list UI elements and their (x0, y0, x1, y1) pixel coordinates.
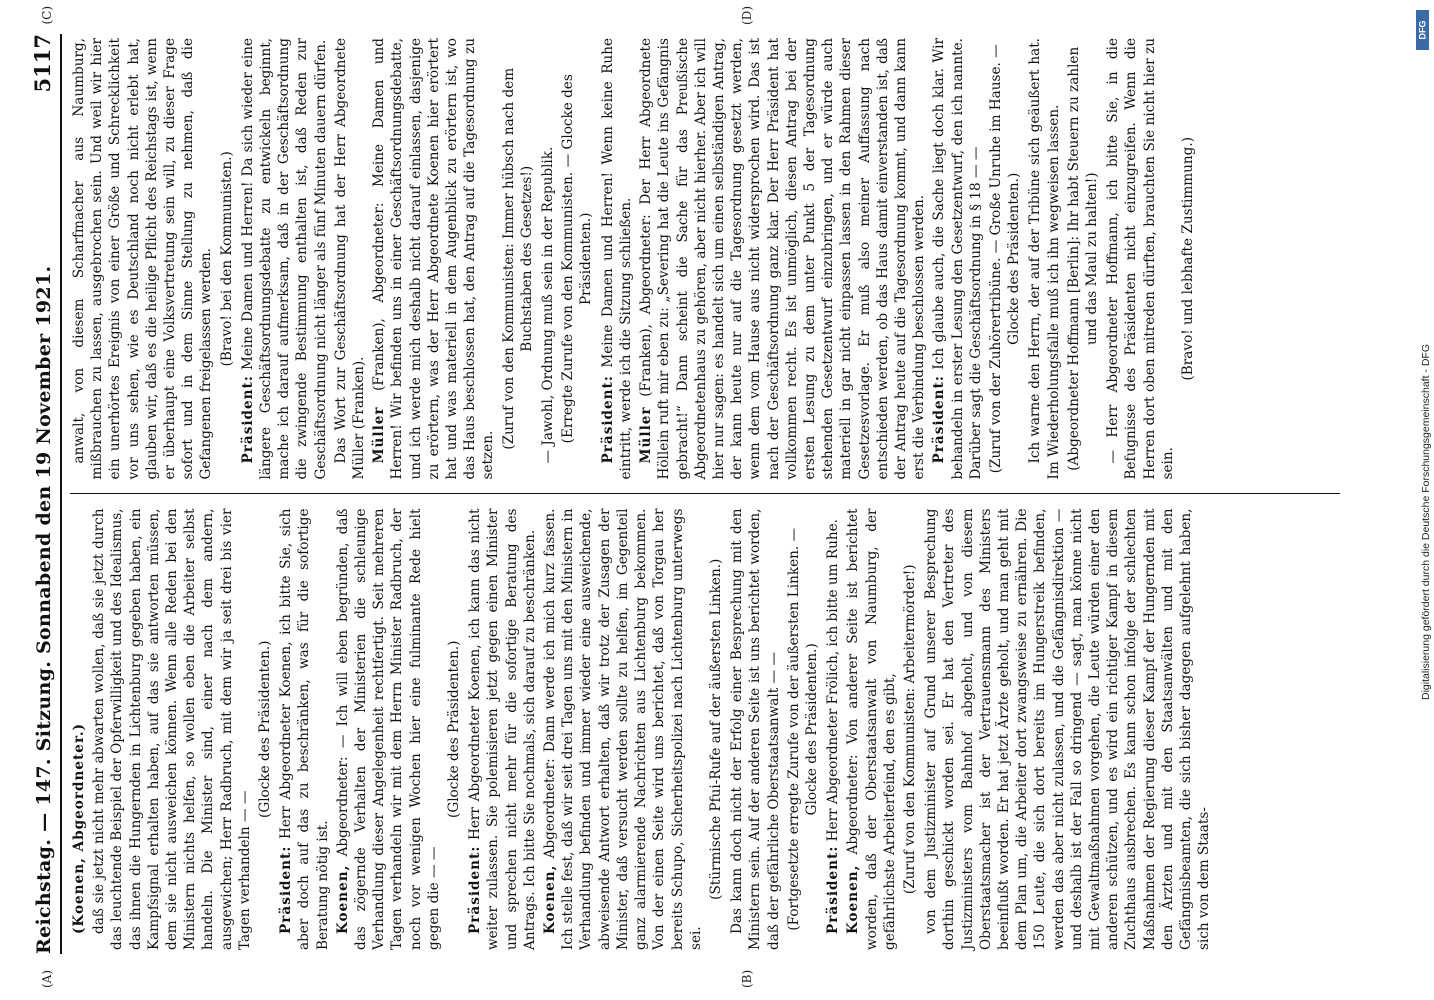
interjection (1065, 38, 1101, 480)
paragraph-text: Herr Abgeordneter Frölich, ich bitte um Ruhe. (825, 519, 842, 842)
paragraph (922, 509, 1213, 951)
speaker-name: Präsident: (467, 845, 484, 934)
paragraph-text: (Abgeordneter Hoffmann [Berlin]: Ihr habt Steuern zu zahlen und das Maul zu halten!) (1065, 46, 1100, 471)
paragraph (728, 509, 783, 951)
paragraph (824, 509, 842, 951)
digitization-watermark: Digitalisierung gefördert durch die Deutsche Forschungsgemeinschaft - DFG (1420, 343, 1432, 700)
paragraph-text: Abgeordneter: — Ich will eben begründen, daß das zögernde Verhalten der Ministerien die schleunige Verhandlung dieser Angelegenheit rechtfertigt. Seit mehreren Tagen verhandeln wir mit dem Herrn Minister Radbruch, der noch vor wenigen Wochen hier eine fulminante Rede hielt gegen die — — (334, 508, 442, 950)
paragraph (332, 38, 368, 480)
paragraph-text: Meine Damen und Herren! Da sich wieder eine längere Geschäftsordnungsdebatte zu entwickeln beginnt, mache ich darauf aufmerksam, daß in der Geschäftsordnung die zwingende Bestimmung enthalten ist, daß Reden zur Geschäftsordnung nicht länger als fünf Minuten dauern dürfen. (239, 38, 329, 480)
paragraph-text: (Bravo! und lebhafte Zustimmung.) (1179, 137, 1196, 381)
paragraph-text: — Herr Abgeordneter Hoffmann, ich bitte Sie, in die Befugnisse des Präsidenten nicht einzugreifen. Wenn die Herren dort oben mitreden dürften, brauchten Sie nicht hier zu sein. (1105, 38, 1176, 480)
speaker-name: Koenen, (334, 864, 351, 934)
paragraph (930, 38, 985, 480)
paragraph-text: (Zuruf von der Zuhörertribüne. — Große Unruhe im Hause. — Glocke des Präsidenten.) (987, 44, 1023, 474)
speaker-name: Präsident: (931, 375, 948, 464)
paragraph-text: Herr Abgeordneter Koenen, ich kann das nicht weiter zulassen. Sie polemisieren jetzt gegen einen Minister und sprechen nicht mehr für die sofortige Beratung des Antrags. Ich bitte Sie nochmals, sich darauf zu beschränken. (467, 508, 538, 950)
speaker-name: Präsident: (239, 375, 256, 464)
margin-mark-c: (C) (40, 6, 54, 25)
paragraph-text: (Zuruf von den Kommunisten: Immer hübsch nach dem Buchstaben des Gesetzes!) (500, 67, 535, 450)
left-column (70, 494, 1340, 955)
paragraph (539, 38, 557, 480)
interjection (785, 509, 821, 951)
paragraph (239, 38, 330, 480)
paragraph (1104, 38, 1177, 480)
interjection (901, 509, 919, 951)
paragraph (277, 509, 332, 951)
speaker-name: Müller (371, 406, 388, 464)
paragraph-text: (Glocke des Präsidenten.) (446, 640, 463, 818)
right-column (70, 34, 1340, 494)
interjection (987, 38, 1023, 480)
paragraph-text: Das kann doch nicht der Erfolg einer Besprechung mit den Ministern sein. Auf der anderen Seite ist uns berichtet worden, daß der gefährliche Oberstaatsanwalt — — (729, 508, 782, 950)
paragraph-text: (Fortgesetzte erregte Zurufe von der äußersten Linken. — Glocke des Präsidenten.) (785, 527, 820, 931)
paragraph-text: (Zuruf von den Kommunisten: Arbeitermörder!) (901, 564, 918, 895)
paragraph-text: (Erregte Zurufe von den Kommunisten. — Glocke des Präsidenten.) (560, 74, 595, 444)
speaker-name: Müller (638, 406, 655, 464)
paragraph-text: (Glocke des Präsidenten.) (257, 640, 274, 818)
speaker-name: Präsident: (599, 375, 616, 464)
paragraph (70, 509, 88, 951)
speaker-name: Koenen, (542, 864, 559, 934)
speaker-name: Präsident: (825, 845, 842, 934)
interjection (707, 509, 725, 951)
text-columns (70, 34, 1340, 954)
paragraph-text: Das Wort zur Geschäftsordnung hat der Herr Abgeordnete Müller (Franken). (332, 38, 368, 480)
speaker-name: (Koenen, Abgeordneter.) (71, 722, 87, 934)
margin-mark-b: (B) (740, 969, 754, 988)
paragraph-text: Abgeordneter: Dann werde ich mich kurz fassen. Ich stelle fest, daß wir seit drei Tagen uns mit den Ministern in Verhandlung befinden und immer wieder eine ausweichende, abweisende Antwort erhalten, daß wir trotz der Zusagen der Minister, daß versucht werden sollte zu helfen, im Gegenteil ganz alarmierende Nachrichten aus Lichtenburg bekommen. Von der einen Seite wird uns berichtet, daß von Torgau her bereits Schupo, Sicherheitspolizei nach Lichtenburg unterwegs sei. (542, 508, 704, 950)
paragraph (844, 509, 899, 951)
paragraph (599, 38, 635, 480)
paragraph (70, 38, 216, 480)
paragraph-text: anwalt, von diesem Scharfmacher aus Naumburg, mißbrauchen zu lassen, ausgebrochen sein. Und weil wir hier ein unerhörtes Ereignis von einer Größe und Schrecklichkeit vor uns sehen, wie es Deutschland noch nicht erlebt hat, glauben wir, daß es die heilige Pflicht des Reichstags ist, wenn er überhaupt eine Volksvertretung sein will, zu dieser Frage sofort und in dem Sinne Stellung zu nehmen, daß die Gefangenen freigelassen werden. (71, 38, 215, 480)
paragraph (637, 38, 928, 480)
interjection (559, 38, 595, 480)
paragraph (90, 509, 254, 951)
margin-mark-a: (A) (40, 969, 54, 988)
paragraph-text: Ich warne den Herrn, der auf der Tribüne sich geäußert hat. Im Wiederholungsfalle muß ich ihn wegweisen lassen. (1027, 38, 1062, 480)
interjection (445, 509, 463, 951)
page-header (30, 34, 62, 954)
paragraph-text: Abgeordneter: Von anderer Seite ist berichtet worden, daß der Oberstaatsanwalt von Naumburg, der gefährlichste Arbeiterfeind, den es gibt, (845, 508, 898, 950)
paragraph-text: — Jawohl, Ordnung muß sein in der Republik. (540, 146, 557, 464)
paragraph-text: Herr Abgeordneter Koenen, ich bitte Sie, sich aber doch auf das zu beschränken, was für die sofortige Beratung nötig ist. (278, 508, 331, 950)
interjection (1179, 38, 1197, 480)
speaker-name: Präsident: (278, 845, 295, 934)
paragraph-text: (Franken), Abgeordneter: Der Herr Abgeordnete Höllein ruft mir eben zu: „Severing hat die Leute ins Gefängnis gebracht!“ Dann scheint die Sache für das Preußische Abgeordnetenhaus zu gehören, aber nicht hierher. Aber ich will hier nur sagen: es handelt sich um einen selbständigen Antrag, der kann heute nur auf die Tagesordnung gesetzt werden, wenn dem vom Hause aus nicht widersprochen wird. Das ist nach der Geschäftsordnung ganz klar. Der Herr Präsident hat vollkommen recht. Es ist unmöglich, diesen Antrag bei der ersten Lesung zu dem unter Punkt 5 der Tagesordnung stehenden Gesetzentwurf einzubringen, und er würde auch materiell in gar nicht einpassen lassen in den Rahmen dieser Gesetzesvorlage. Er muß also meiner Auffassung nach entschieden werden, ob das Haus damit einverstanden ist, daß der Antrag heute auf die Tagesordnung kommt, und dann kann erst die Verbindung beschlossen werden. (638, 38, 928, 480)
interjection (500, 38, 536, 480)
interjection (218, 38, 236, 480)
paragraph-text: Meine Damen und Herren! Wenn keine Ruhe eintritt, werde ich die Sitzung schließen. (599, 38, 634, 480)
speaker-name: Koenen, (845, 864, 862, 934)
dfg-logo: DFG (1416, 10, 1429, 50)
paragraph-text: (Franken), Abgeordneter: Meine Damen und Herren! Wir befinden uns in einer Geschäftsordnungsdebatte, und ich werde mich deshalb nicht darauf einlassen, dasjenige zu erörtern, was der Herr Abgeordnete Koenen hier erörtert hat und was materiell in dem Augenblick zu erörtern ist, wo das Haus beschlossen hat, den Antrag auf die Tagesordnung zu setzen. (371, 38, 497, 480)
paragraph (466, 509, 539, 951)
paragraph (1026, 38, 1062, 480)
paragraph-text: daß sie jetzt nicht mehr abwarten wollen, daß sie jetzt durch das leuchtende Beispiel der Opferwilligkeit und des Idealismus, das ihnen die Hungernden in Lichtenburg gegeben haben, ein Kampfsignal erhalten haben, auf das sie antworten müssen, dem sie nicht ausweichen können. Wenn alle Reden bei den Ministern nichts helfen, so wollen eben die Arbeiter selbst handeln. Die Minister sind, einer nach dem andern, ausgewichen; Herr Radbruch, mit dem wir ja seit drei bis vier Tagen verhandeln — — (91, 508, 253, 950)
paragraph-text: (Bravo! bei den Kommunisten.) (218, 151, 235, 367)
running-head: Reichstag. — 147. Sitzung. Sonnabend den 19 November 1921. (33, 265, 55, 954)
paragraph-text: Ich glaube auch, die Sache liegt doch klar. Wir behandeln in erster Lesung den Gesetzentwurf, den ich nannte. Darüber sagt die Geschäftsordnung in § 18 — — (931, 37, 984, 480)
paragraph (541, 509, 705, 951)
interjection (256, 509, 274, 951)
paragraph-text: von dem Justizminister auf Grund unserer Besprechung dorthin geschickt worden sei. Er hat den Vertreter des Justizministers vom Bahnhof abgeholt, und von diesem Oberstaatsmacher ist der Vertrauensmann des Ministers beeinflußt worden. Er hat jetzt Ärzte geholt, und man geht mit dem Plan um, die Arbeiter dort zwangsweise zu ernähren. Die 150 Leute, die sich dort bereits im Hungerstreik befinden, werden das aber nicht zulassen, und die Gefängnisdirektion — und deshalb ist der Fall so dringend — sagt, man könne nicht mit Gewaltmaßnahmen vorgehen, die Leute würden einer den anderen schützen, und es wird ein richtiger Kampf in diesem Zuchthaus ausbrechen. Es kann schon infolge der schlechten Maßnahmen der Regierung dieser Kampf der Hungernden mit den Ärzten und mit den Staatsanwälten und mit den Gefängnisbeamten, die sich bisher dagegen aufgelehnt haben, sich von dem Staats- (923, 508, 1213, 950)
paragraph (334, 509, 443, 951)
margin-mark-d: (D) (740, 6, 754, 25)
paragraph-text: (Stürmische Pfui-Rufe auf der äußersten Linken.) (707, 558, 724, 900)
page-number: 5117 (30, 34, 55, 93)
paragraph (370, 38, 497, 480)
